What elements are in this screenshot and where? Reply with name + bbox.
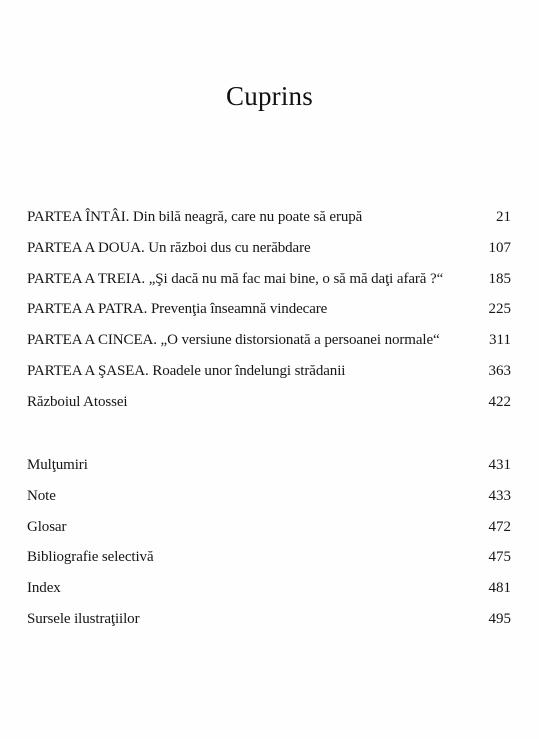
toc-entry-title: PARTEA A TREIA. „Şi dacă nu mă fac mai bine, o să mă daţi afară ?“ <box>27 270 444 287</box>
toc-entry <box>0 387 539 418</box>
toc-entry <box>0 356 539 387</box>
toc-entry-page: 422 <box>488 393 511 410</box>
toc-entry <box>0 512 539 543</box>
toc-entry-page: 311 <box>489 332 511 349</box>
toc-entry-page: 107 <box>488 239 511 256</box>
toc-entry-title: PARTEA ÎNTÂI. Din bilă neagră, care nu poate să erupă <box>27 209 363 225</box>
toc-entry-page: 475 <box>488 549 511 566</box>
toc-entry-title: Războiul Atossei <box>27 393 128 410</box>
toc-entry <box>0 325 539 356</box>
toc-entry <box>0 573 539 604</box>
toc-entry-title: Index <box>27 580 61 597</box>
toc-entry-title: Bibliografie selectivă <box>27 549 154 566</box>
toc-entry-title: PARTEA A PATRA. Prevenţia înseamnă vindecare <box>27 301 328 318</box>
table-of-contents-main <box>0 202 539 418</box>
toc-entry <box>0 202 539 233</box>
toc-entry <box>0 294 539 325</box>
toc-entry-page: 225 <box>488 301 511 318</box>
toc-entry-title: PARTEA A CINCEA. „O versiune distorsionată a persoanei normale“ <box>27 332 440 349</box>
toc-entry-page: 495 <box>488 610 511 627</box>
toc-entry-title: Glosar <box>27 518 67 535</box>
toc-entry-page: 363 <box>488 362 511 379</box>
toc-entry-title: PARTEA A ŞASEA. Roadele unor îndelungi strădanii <box>27 362 346 379</box>
toc-entry-title: PARTEA A DOUA. Un război dus cu nerăbdare <box>27 239 311 256</box>
toc-entry-title: Mulţumiri <box>27 457 88 473</box>
page-title: Cuprins <box>226 81 313 111</box>
toc-entry <box>0 542 539 573</box>
toc-entry-title: Sursele ilustraţiilor <box>27 610 140 627</box>
toc-entry-page: 185 <box>488 270 511 287</box>
toc-entry-page: 431 <box>488 457 511 473</box>
toc-entry <box>0 604 539 635</box>
toc-entry-page: 21 <box>496 209 511 225</box>
toc-entry-title: Note <box>27 487 56 504</box>
toc-entry <box>0 233 539 264</box>
toc-entry-page: 481 <box>488 580 511 597</box>
toc-entry <box>0 481 539 512</box>
table-of-contents-back-matter <box>0 450 539 635</box>
toc-entry-page: 472 <box>488 518 511 535</box>
toc-entry-page: 433 <box>488 487 511 504</box>
toc-entry <box>0 450 539 481</box>
toc-entry <box>0 264 539 295</box>
